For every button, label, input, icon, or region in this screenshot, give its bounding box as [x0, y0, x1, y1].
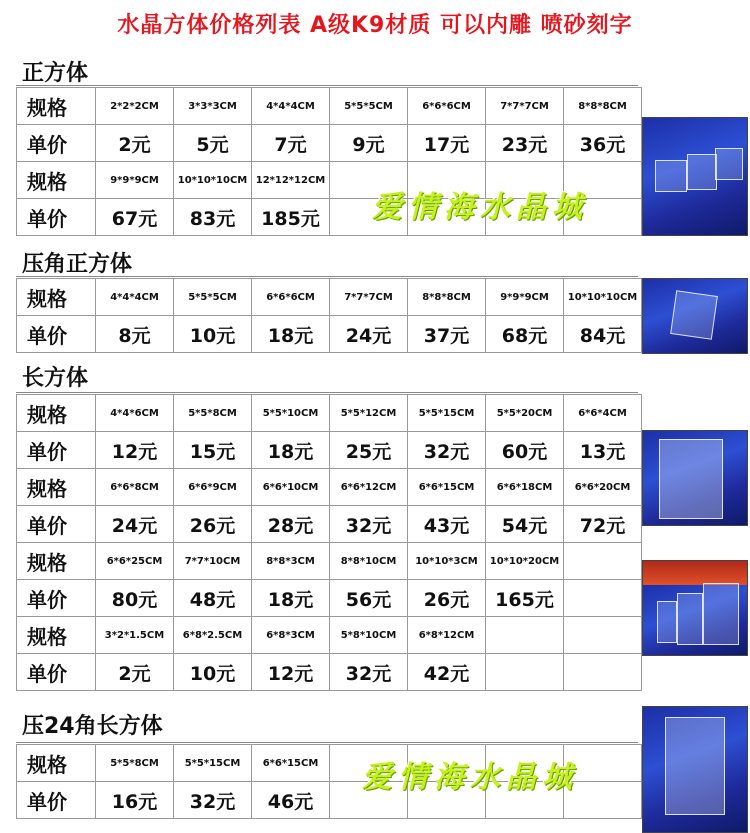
watermark-text: 爱情海水晶城 [362, 760, 578, 795]
spec-cell: 7*7*10CM [174, 543, 252, 580]
section-title-24-bevel-cuboid: 压24角长方体 [16, 709, 638, 743]
section-title-cube: 正方体 [16, 56, 638, 86]
spec-cell: 10*10*20CM [486, 543, 564, 580]
price-cell: 24元 [330, 316, 408, 353]
price-cell: 60元 [486, 432, 564, 469]
spec-cell: 5*8*10CM [330, 617, 408, 654]
spec-cell: 3*2*1.5CM [96, 617, 174, 654]
spec-cell: 7*7*7CM [486, 88, 564, 125]
spec-row [17, 617, 642, 654]
spec-label: 规格 [17, 395, 96, 432]
price-cell: 56元 [330, 580, 408, 617]
spec-row [17, 543, 642, 580]
beveled-cube-photo [642, 278, 748, 354]
price-cell: 46元 [252, 782, 330, 819]
price-label: 单价 [17, 316, 96, 353]
spec-cell: 6*6*10CM [252, 469, 330, 506]
spec-cell: 6*6*8CM [96, 469, 174, 506]
price-label: 单价 [17, 580, 96, 617]
price-cell: 9元 [330, 125, 408, 162]
price-cell: 32元 [408, 432, 486, 469]
spec-cell: 5*5*10CM [252, 395, 330, 432]
spec-cell: 6*6*25CM [96, 543, 174, 580]
spec-label: 规格 [17, 617, 96, 654]
price-cell: 18元 [252, 580, 330, 617]
spec-cell: 6*6*12CM [330, 469, 408, 506]
price-cell: 2元 [96, 654, 174, 691]
watermark-text: 爱情海水晶城 [372, 190, 588, 225]
price-row [17, 654, 642, 691]
spec-cell: 6*6*15CM [408, 469, 486, 506]
spec-label: 规格 [17, 88, 96, 125]
spec-label: 规格 [17, 745, 96, 782]
spec-cell: 9*9*9CM [96, 162, 174, 199]
spec-label: 规格 [17, 543, 96, 580]
price-cell: 26元 [174, 506, 252, 543]
price-cell: 37元 [408, 316, 486, 353]
spec-cell: 5*5*5CM [330, 88, 408, 125]
price-cell: 32元 [330, 506, 408, 543]
price-cell [564, 654, 642, 691]
spec-cell: 6*6*15CM [252, 745, 330, 782]
price-cell: 2元 [96, 125, 174, 162]
spec-cell: 4*4*4CM [252, 88, 330, 125]
spec-cell: 3*3*3CM [174, 88, 252, 125]
spec-cell: 8*8*3CM [252, 543, 330, 580]
spec-cell: 10*10*3CM [408, 543, 486, 580]
price-cell [564, 580, 642, 617]
section-title-cuboid: 长方体 [16, 361, 638, 393]
price-cell: 28元 [252, 506, 330, 543]
price-cell: 18元 [252, 316, 330, 353]
price-cell: 185元 [252, 199, 330, 236]
price-cell: 8元 [96, 316, 174, 353]
price-cell: 16元 [96, 782, 174, 819]
price-cell: 84元 [564, 316, 642, 353]
price-cell: 42元 [408, 654, 486, 691]
spec-cell: 6*8*12CM [408, 617, 486, 654]
price-label: 单价 [17, 506, 96, 543]
price-cell: 32元 [330, 654, 408, 691]
price-cell: 5元 [174, 125, 252, 162]
price-label: 单价 [17, 782, 96, 819]
price-cell: 17元 [408, 125, 486, 162]
spec-cell: 6*8*3CM [252, 617, 330, 654]
price-cell: 54元 [486, 506, 564, 543]
spec-cell: 8*8*8CM [408, 279, 486, 316]
price-table-beveled-cube [16, 278, 642, 353]
spec-cell: 5*5*8CM [96, 745, 174, 782]
spec-cell: 5*5*15CM [174, 745, 252, 782]
spec-cell: 6*6*20CM [564, 469, 642, 506]
spec-cell: 7*7*7CM [330, 279, 408, 316]
spec-cell: 8*8*10CM [330, 543, 408, 580]
price-cell: 12元 [252, 654, 330, 691]
crystal-cube-photo [642, 117, 748, 236]
section-title-beveled-cube: 压角正方体 [16, 247, 638, 277]
page-title: 水晶方体价格列表 A级K9材质 可以内雕 喷砂刻字 [117, 12, 633, 38]
price-cell: 13元 [564, 432, 642, 469]
spec-cell: 6*6*9CM [174, 469, 252, 506]
price-row [17, 316, 642, 353]
price-cell [486, 654, 564, 691]
spec-cell: 9*9*9CM [486, 279, 564, 316]
spec-cell [486, 617, 564, 654]
price-cell: 25元 [330, 432, 408, 469]
spec-cell: 5*5*12CM [330, 395, 408, 432]
price-cell: 32元 [174, 782, 252, 819]
price-cell: 80元 [96, 580, 174, 617]
spec-cell: 10*10*10CM [174, 162, 252, 199]
price-label: 单价 [17, 432, 96, 469]
spec-cell: 4*4*6CM [96, 395, 174, 432]
price-cell: 12元 [96, 432, 174, 469]
spec-cell: 6*6*4CM [564, 395, 642, 432]
spec-cell: 5*5*5CM [174, 279, 252, 316]
spec-cell [564, 543, 642, 580]
price-row [17, 580, 642, 617]
spec-cell: 8*8*8CM [564, 88, 642, 125]
price-cell: 23元 [486, 125, 564, 162]
spec-cell: 6*8*2.5CM [174, 617, 252, 654]
price-row [17, 432, 642, 469]
price-cell: 7元 [252, 125, 330, 162]
price-cell: 83元 [174, 199, 252, 236]
spec-cell: 6*6*18CM [486, 469, 564, 506]
crystal-cuboid-photo [642, 560, 748, 656]
price-cell: 68元 [486, 316, 564, 353]
spec-label: 规格 [17, 279, 96, 316]
price-cell: 48元 [174, 580, 252, 617]
price-cell: 10元 [174, 316, 252, 353]
spec-cell: 4*4*4CM [96, 279, 174, 316]
spec-label: 规格 [17, 469, 96, 506]
price-table-cuboid [16, 394, 642, 691]
crystal-block-photo [642, 430, 748, 526]
price-cell: 43元 [408, 506, 486, 543]
spec-label: 规格 [17, 162, 96, 199]
spec-cell: 6*6*6CM [252, 279, 330, 316]
spec-cell: 6*6*6CM [408, 88, 486, 125]
price-label: 单价 [17, 125, 96, 162]
spec-row [17, 395, 642, 432]
price-cell: 26元 [408, 580, 486, 617]
spec-row [17, 469, 642, 506]
price-row [17, 506, 642, 543]
spec-cell: 5*5*20CM [486, 395, 564, 432]
spec-cell: 10*10*10CM [564, 279, 642, 316]
spec-row [17, 279, 642, 316]
spec-cell: 2*2*2CM [96, 88, 174, 125]
spec-cell [564, 617, 642, 654]
bevel-24-cuboid-photo [642, 706, 748, 833]
price-cell: 18元 [252, 432, 330, 469]
price-label: 单价 [17, 654, 96, 691]
price-cell: 36元 [564, 125, 642, 162]
price-cell: 67元 [96, 199, 174, 236]
spec-cell: 12*12*12CM [252, 162, 330, 199]
price-cell: 15元 [174, 432, 252, 469]
price-row [17, 125, 642, 162]
spec-cell: 5*5*15CM [408, 395, 486, 432]
price-cell: 10元 [174, 654, 252, 691]
spec-cell: 5*5*8CM [174, 395, 252, 432]
price-cell: 72元 [564, 506, 642, 543]
spec-row [17, 88, 642, 125]
price-cell: 165元 [486, 580, 564, 617]
price-cell: 24元 [96, 506, 174, 543]
price-label: 单价 [17, 199, 96, 236]
